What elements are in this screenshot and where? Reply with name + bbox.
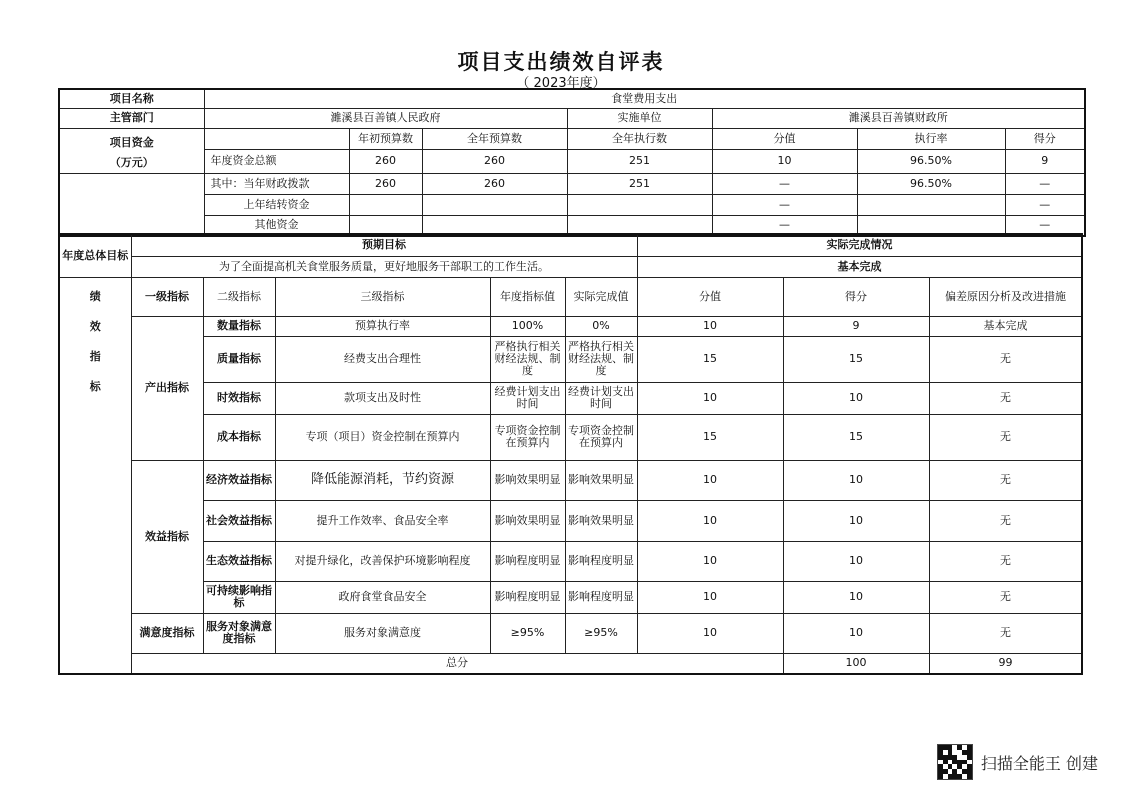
fund-row-score: — — [1005, 194, 1085, 215]
fund-row-exec — [567, 194, 712, 215]
total-score-value: 100 — [783, 653, 929, 674]
funds-label: 项目资金 — [109, 135, 154, 149]
funds-header-blank — [204, 128, 349, 150]
indicator-level2: 时效指标 — [203, 382, 275, 414]
indicator-score: 10 — [783, 613, 929, 653]
group-benefit: 效益指标 — [131, 460, 203, 613]
group-satisfaction: 满意度指标 — [131, 613, 203, 653]
header-score: 得分 — [783, 277, 929, 316]
indicator-target: 100% — [490, 316, 565, 336]
indicator-level3: 专项（项目）资金控制在预算内 — [275, 414, 490, 460]
indicator-level2: 成本指标 — [203, 414, 275, 460]
indicator-level3: 政府食堂食品安全 — [275, 581, 490, 613]
indicator-target: 影响效果明显 — [490, 500, 565, 541]
impl-value: 濉溪县百善镇财政所 — [712, 108, 1085, 128]
fund-row-exec: 251 — [567, 150, 712, 173]
total-score: 99 — [929, 653, 1082, 674]
indicator-level3: 对提升绿化，改善保护环境影响程度 — [275, 541, 490, 581]
indicator-target: 影响程度明显 — [490, 581, 565, 613]
fund-row-exec: 251 — [567, 173, 712, 194]
indicator-score-value: 10 — [637, 613, 783, 653]
indicator-level3: 服务对象满意度 — [275, 613, 490, 653]
indicator-score: 10 — [783, 581, 929, 613]
fund-row-label: 其他资金 — [204, 215, 349, 236]
indicator-target: 经费计划支出时间 — [490, 382, 565, 414]
indicator-actual: 影响程度明显 — [565, 541, 637, 581]
project-name-value: 食堂费用支出 — [204, 89, 1085, 108]
indicator-actual: 影响效果明显 — [565, 460, 637, 500]
page-subtitle: （ 2023年度） — [516, 76, 606, 91]
fund-row-rate — [857, 194, 1005, 215]
indicator-reason: 无 — [929, 460, 1082, 500]
indicator-reason: 基本完成 — [929, 316, 1082, 336]
fund-row-annual: 260 — [422, 173, 567, 194]
funds-unit: （万元） — [109, 155, 154, 169]
fund-row-score-value: 10 — [712, 150, 857, 173]
page-title: 项目支出绩效自评表 — [457, 50, 665, 74]
col-score: 得分 — [1005, 128, 1085, 150]
indicator-target: 严格执行相关财经法规、制度 — [490, 336, 565, 382]
expected-goal-text: 为了全面提高机关食堂服务质量，更好地服务干部职工的工作生活。 — [131, 256, 637, 277]
indicator-score: 15 — [783, 414, 929, 460]
fund-row-score-value: — — [712, 173, 857, 194]
funds-label-blank — [59, 173, 204, 236]
col-score-value: 分值 — [712, 128, 857, 150]
fund-row-score: 9 — [1005, 150, 1085, 173]
header-level1: 一级指标 — [131, 277, 203, 316]
indicators-side-label — [59, 277, 131, 674]
indicator-reason: 无 — [929, 414, 1082, 460]
indicator-reason: 无 — [929, 336, 1082, 382]
indicator-actual: 影响效果明显 — [565, 500, 637, 541]
fund-row-score: — — [1005, 173, 1085, 194]
group-output: 产出指标 — [131, 316, 203, 460]
indicator-level2: 服务对象满意度指标 — [203, 613, 275, 653]
col-rate: 执行率 — [857, 128, 1005, 150]
indicator-target: 专项资金控制在预算内 — [490, 414, 565, 460]
header-reason: 偏差原因分析及改进措施 — [929, 277, 1082, 316]
total-label: 总分 — [131, 653, 783, 674]
indicator-actual: 经费计划支出时间 — [565, 382, 637, 414]
indicator-actual: 0% — [565, 316, 637, 336]
col-exec: 全年执行数 — [567, 128, 712, 150]
indicator-level3: 提升工作效率、食品安全率 — [275, 500, 490, 541]
indicator-level2: 生态效益指标 — [203, 541, 275, 581]
indicator-score: 10 — [783, 382, 929, 414]
indicator-score: 10 — [783, 500, 929, 541]
indicator-level3: 款项支出及时性 — [275, 382, 490, 414]
indicator-level2: 社会效益指标 — [203, 500, 275, 541]
indicator-level3: 经费支出合理性 — [275, 336, 490, 382]
fund-row-annual: 260 — [422, 150, 567, 173]
header-actual: 实际完成值 — [565, 277, 637, 316]
indicator-score: 10 — [783, 460, 929, 500]
indicator-reason: 无 — [929, 382, 1082, 414]
fund-row-label: 上年结转资金 — [204, 194, 349, 215]
header-level3: 三级指标 — [275, 277, 490, 316]
scanner-watermark — [937, 744, 1098, 780]
indicator-actual: 专项资金控制在预算内 — [565, 414, 637, 460]
indicator-score-value: 10 — [637, 581, 783, 613]
indicator-score-value: 10 — [637, 316, 783, 336]
indicator-actual: 严格执行相关财经法规、制度 — [565, 336, 637, 382]
header-score-value: 分值 — [637, 277, 783, 316]
side-label-char: 效 — [89, 319, 101, 333]
dept-value: 濉溪县百善镇人民政府 — [204, 108, 567, 128]
header-target: 年度指标值 — [490, 277, 565, 316]
indicator-actual: ≥95% — [565, 613, 637, 653]
indicator-target: ≥95% — [490, 613, 565, 653]
indicator-score: 10 — [783, 541, 929, 581]
indicator-score-value: 10 — [637, 541, 783, 581]
side-label-char: 指 — [89, 349, 101, 363]
indicator-score-value: 15 — [637, 414, 783, 460]
watermark-text: 扫描全能王 创建 — [980, 753, 1098, 773]
fund-row-label: 其中：当年财政拨款 — [204, 173, 349, 194]
indicator-level2: 经济效益指标 — [203, 460, 275, 500]
dept-label: 主管部门 — [59, 108, 204, 128]
impl-label: 实施单位 — [567, 108, 712, 128]
indicator-score-value: 10 — [637, 382, 783, 414]
indicator-score: 15 — [783, 336, 929, 382]
fund-row-score-value: — — [712, 194, 857, 215]
indicators-table — [58, 233, 1083, 675]
indicator-score-value: 15 — [637, 336, 783, 382]
fund-row-rate: 96.50% — [857, 173, 1005, 194]
funds-label-cell — [59, 128, 204, 173]
expected-goal-header: 预期目标 — [131, 234, 637, 256]
project-name-label: 项目名称 — [59, 89, 204, 108]
fund-row-label: 年度资金总额 — [204, 150, 349, 173]
side-label-char: 绩 — [89, 289, 101, 303]
goals-label: 年度总体目标 — [59, 234, 131, 277]
indicator-level2: 质量指标 — [203, 336, 275, 382]
fund-row-rate: 96.50% — [857, 150, 1005, 173]
fund-row-initial: 260 — [349, 150, 422, 173]
actual-goal-text: 基本完成 — [637, 256, 1082, 277]
fund-row-score-value: — — [712, 215, 857, 236]
indicator-reason: 无 — [929, 581, 1082, 613]
indicator-level2: 数量指标 — [203, 316, 275, 336]
indicator-level2: 可持续影响指标 — [203, 581, 275, 613]
indicator-score: 9 — [783, 316, 929, 336]
indicator-level3: 降低能源消耗，节约资源 — [275, 460, 490, 500]
side-label-char: 标 — [89, 379, 101, 393]
fund-row-annual — [422, 194, 567, 215]
fund-row-initial — [349, 194, 422, 215]
fund-row-score: — — [1005, 215, 1085, 236]
indicator-score-value: 10 — [637, 500, 783, 541]
indicator-actual: 影响程度明显 — [565, 581, 637, 613]
qr-code-icon — [937, 744, 973, 780]
indicator-target: 影响效果明显 — [490, 460, 565, 500]
indicator-level3: 预算执行率 — [275, 316, 490, 336]
indicator-reason: 无 — [929, 613, 1082, 653]
indicator-target: 影响程度明显 — [490, 541, 565, 581]
fund-row-initial: 260 — [349, 173, 422, 194]
actual-goal-header: 实际完成情况 — [637, 234, 1082, 256]
indicator-score-value: 10 — [637, 460, 783, 500]
indicator-reason: 无 — [929, 541, 1082, 581]
col-annual: 全年预算数 — [422, 128, 567, 150]
header-level2: 二级指标 — [203, 277, 275, 316]
funds-table — [58, 88, 1086, 237]
indicator-reason: 无 — [929, 500, 1082, 541]
col-initial: 年初预算数 — [349, 128, 422, 150]
